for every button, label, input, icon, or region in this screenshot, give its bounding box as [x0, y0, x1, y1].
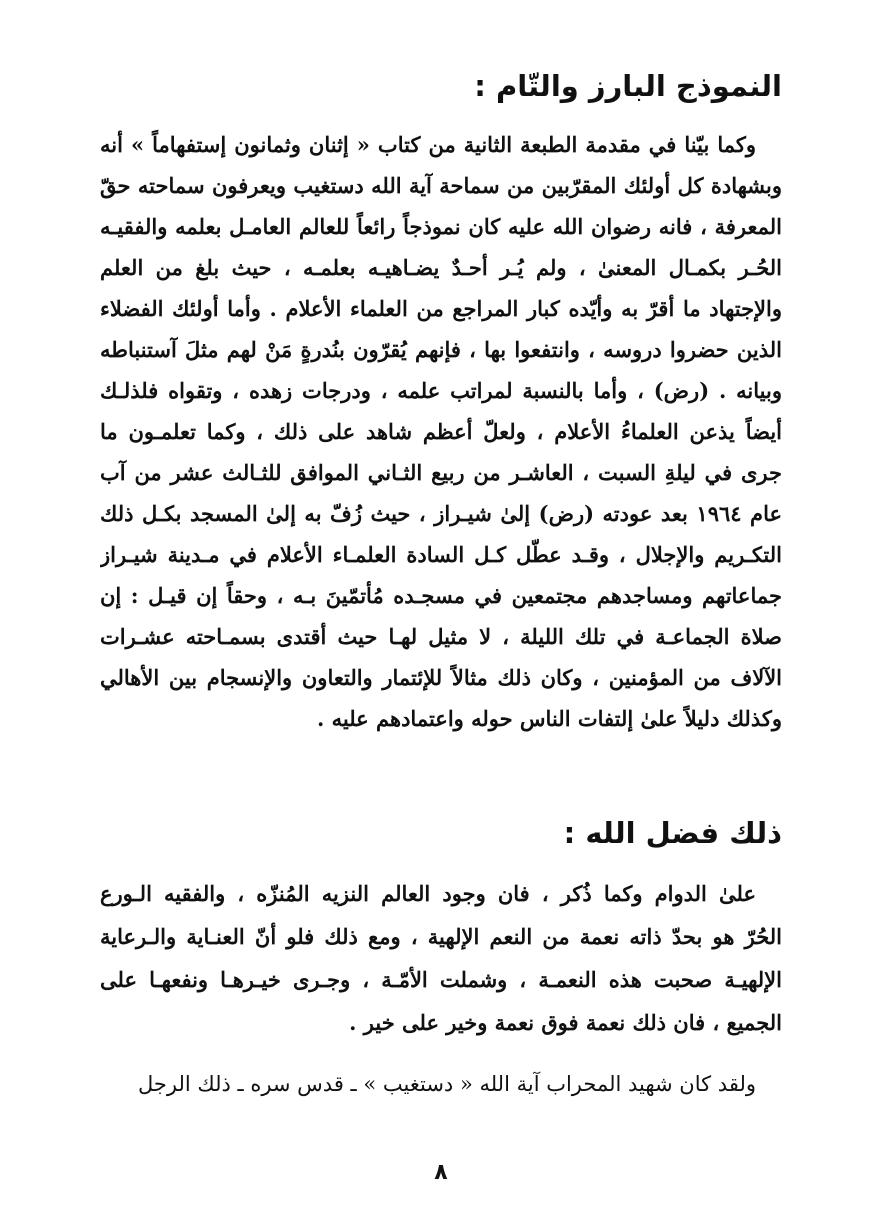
section-heading-grace-of-god: ذلك فضل الله :: [563, 816, 782, 850]
text-line: ولقد كان شهيد المحراب آية الله « دستغيب » ـ قدس سره ـ ذلك الرجل: [137, 1072, 756, 1096]
text-line: جماعاتهم ومساجدهم مجتمعين في مسجـده مُأتمّينَ بـه ، وحقاً إن قيـل : إن: [100, 583, 782, 608]
text-line: وكما بيّنا في مقدمة الطبعة الثانية من كتاب « إثنان وثمانون إستفهاماً » أنه: [100, 132, 756, 157]
text-line: صلاة الجماعـة في تلك الليلة ، لا مثيل لهـا حيث أقتدى بسمـاحته عشـرات: [100, 624, 782, 649]
text-line: والإجتهاد ما أقرّ به وأيّده كبار المراجع من العلماء الأعلام . وأما أولئك الفضلاء: [100, 296, 782, 321]
text-line: أيضاً يذعن العلماءُ الأعلام ، ولعلّ أعظم شاهد على ذلك ، وكما تعلمـون ما: [100, 419, 782, 444]
text-line: الحُرّ هو بحدّ ذاته نعمة من النعم الإلهية ، ومع ذلك فلو أنّ العنـاية والـرعاية: [100, 924, 782, 949]
text-line: وكذلك دليلاً علىٰ إلتفات الناس حوله واعتمادهم عليه .: [317, 706, 782, 731]
paragraph-exemplary-model: [100, 124, 782, 739]
text-line: وبيانه . (رض) ، وأما بالنسبة لمراتب علمه ، ودرجات زهده ، وتقواه فلذلـك: [100, 378, 782, 403]
section-heading-exemplary-model: النموذج البارز والتّام :: [474, 69, 782, 103]
text-line: الجميع ، فان ذلك نعمة فوق نعمة وخير على خير .: [349, 1010, 782, 1035]
text-line: الإلهيـة صحبت هذه النعمـة ، وشملت الأمّـة ، وجـرى خيـرهـا ونفعهـا على: [100, 967, 782, 992]
text-line: المعرفة ، فانه رضوان الله عليه كان نموذجاً رائعاً للعالم العامـل بعلمه والفقيـه: [100, 214, 782, 239]
text-line: الآلاف من المؤمنين ، وكان ذلك مثالاً للإئتمار والتعاون والإنسجام بين الأهالي: [100, 665, 782, 690]
text-line: التكـريم والإجلال ، وقـد عطّل كـل السادة العلمـاء الأعلام في مـدينة شيـراز: [100, 542, 782, 567]
text-line: جرى في ليلةِ السبت ، العاشـر من ربيع الثـاني الموافق للثـالث عشر من آب: [100, 460, 782, 485]
page-number: ٨: [434, 1160, 448, 1185]
text-line: وبشهادة كل أولئك المقرّبين من سماحة آية الله دستغيب ويعرفون سماحته حقّ: [100, 173, 782, 198]
text-line: علىٰ الدوام وكما ذُكر ، فان وجود العالم النزيه المُنزّه ، والفقيه الـورع: [100, 881, 756, 906]
text-line: الذين حضروا دروسه ، وانتفعوا بها ، فإنهم يُقرّون بنُدرةٍ مَنْ لهم مثلَ آستنباطه: [100, 337, 782, 362]
text-line: عام ١٩٦٤ بعد عودته (رض) إلىٰ شيـراز ، حيث زُفّ به إلىٰ المسجد بكـل ذلك: [100, 501, 782, 526]
paragraph-grace-of-god: [100, 872, 782, 1044]
text-line: الحُـر بكمـال المعنىٰ ، ولم يُـر أحـدٌ يضـاهيـه بعلمـه ، حيث بلغ من العلم: [100, 255, 782, 280]
paragraph-martyr-of-mihrab: [100, 1064, 782, 1105]
document-page: [100, 0, 782, 1221]
